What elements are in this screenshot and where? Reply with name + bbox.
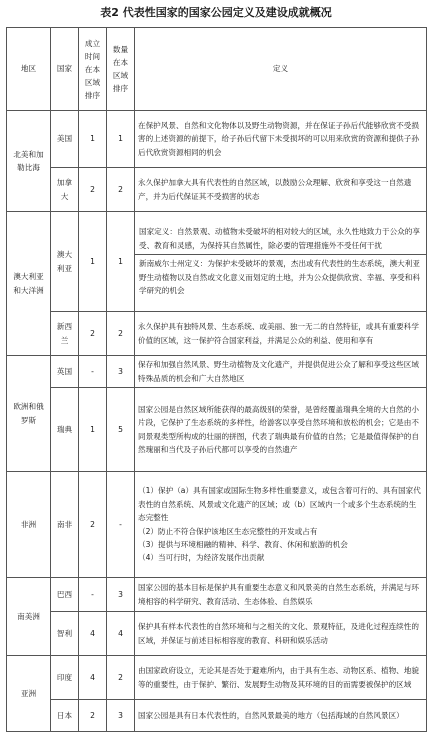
established-rank-cell: 2: [79, 168, 107, 212]
definition-line: （2）防止不符合保护该地区生态完整性的开发或占有: [138, 526, 318, 536]
country-cell: 巴西: [51, 578, 79, 612]
table-title: 表2 代表性国家的国家公园定义及建设成就概况: [100, 6, 332, 19]
established-rank-cell: 1: [79, 212, 107, 312]
count-rank-cell: 1: [107, 111, 135, 168]
country-cell: 加拿大: [51, 168, 79, 212]
count-rank-cell: 4: [107, 612, 135, 656]
country-cell: 瑞典: [51, 388, 79, 472]
table-row: [7, 700, 427, 732]
region-cell: 欧洲和俄罗斯: [7, 356, 51, 472]
definition-cell: 保存和加强自然风景、野生动植物及文化遗产，并提供促进公众了解和享受这些区域特殊品质的机会和广大自然地区: [135, 356, 427, 388]
established-rank-cell: 1: [79, 111, 107, 168]
region-cell: 北美和加勒比海: [7, 111, 51, 212]
national-definition: 国家定义：自然景观、动植物未受破坏的相对较大的区域，永久性地致力于公众的享受、教育和灵感，为保持其自然属性，除必要的管理措施外不受任何干扰: [135, 223, 426, 255]
table-row: [7, 656, 427, 700]
country-cell: 澳大利亚: [51, 212, 79, 312]
table-row: [7, 356, 427, 388]
table-row: [7, 612, 427, 656]
header-established-rank: 成立时间在本区域排序: [79, 28, 107, 111]
region-cell: 亚洲: [7, 656, 51, 732]
definition-line: （4）当可行时，为经济发展作出贡献: [138, 553, 265, 563]
header-country: 国家: [51, 28, 79, 111]
definition-cell: 国家公园是自然区域所能获得的最高级别的荣誉，是曾经覆盖瑞典全境的大自然的小片段，它保护了生态系统的多样性，给游客以享受自然环境和放松的机会；它是由不同景观类型所构成的壮丽的拼图，代表了瑞典最有价值的自然；它是最值得保护的自然瑰丽和当代及子孙后代都可以享受的自然遗产: [135, 388, 427, 472]
country-cell: 南非: [51, 472, 79, 578]
count-rank-cell: -: [107, 472, 135, 578]
country-cell: 英国: [51, 356, 79, 388]
country-cell: 印度: [51, 656, 79, 700]
count-rank-cell: 5: [107, 388, 135, 472]
header-definition: 定义: [135, 28, 427, 111]
established-rank-cell: 4: [79, 656, 107, 700]
country-cell: 新西兰: [51, 312, 79, 356]
table-row: [7, 578, 427, 612]
established-rank-cell: -: [79, 356, 107, 388]
count-rank-cell: 2: [107, 656, 135, 700]
table-row: [7, 312, 427, 356]
count-rank-cell: 3: [107, 578, 135, 612]
country-cell: 日本: [51, 700, 79, 732]
definition-cell: 永久保护具有独特风景、生态系统、或美丽、独一无二的自然特征，或具有重要科学价值的区域，这一保护符合国家利益，并满足公众的利益、使用和享有: [135, 312, 427, 356]
definition-cell: 永久保护加拿大具有代表性的自然区域，以鼓励公众理解、欣赏和享受这一自然遗产，并为后代保证其不受损害的状态: [135, 168, 427, 212]
established-rank-cell: 1: [79, 388, 107, 472]
table-row: [7, 388, 427, 472]
national-park-table: [6, 27, 427, 732]
header-row: [7, 28, 427, 111]
definition-cell: 在保护风景、自然和文化物体以及野生动物资源，并在保证子孙后代能够欣赏不受损害的上述资源的前提下，给子孙后代留下未受损坏的可以用来欣赏的资源和提供子孙后代欣赏资源相同的机会: [135, 111, 427, 168]
count-rank-cell: 2: [107, 312, 135, 356]
count-rank-cell: 2: [107, 168, 135, 212]
country-cell: 美国: [51, 111, 79, 168]
country-cell: 智利: [51, 612, 79, 656]
definition-cell: [135, 472, 427, 578]
table-row: [7, 472, 427, 578]
established-rank-cell: 2: [79, 700, 107, 732]
header-region: 地区: [7, 28, 51, 111]
region-cell: 南美洲: [7, 578, 51, 656]
count-rank-cell: 3: [107, 356, 135, 388]
table-row: [7, 168, 427, 212]
region-cell: 非洲: [7, 472, 51, 578]
count-rank-cell: 3: [107, 700, 135, 732]
established-rank-cell: 2: [79, 312, 107, 356]
header-count-rank: 数量在本区域排序: [107, 28, 135, 111]
definition-line: （3）提供与环境相融的精神、科学、教育、休闲和旅游的机会: [138, 539, 348, 549]
established-rank-cell: 2: [79, 472, 107, 578]
table-row: [7, 111, 427, 168]
established-rank-cell: -: [79, 578, 107, 612]
definition-cell: 保护具有样本代表性的自然环境和与之相关的文化、景观特征，及进化过程连续性的区域，并保证与前述目标相容度的教育、科研和娱乐活动: [135, 612, 427, 656]
definition-cell: 国家公园的基本目标是保护具有重要生态意义和风景美的自然生态系统，并满足与环境相容的科学研究、教育活动、生态体验、自然娱乐: [135, 578, 427, 612]
definition-cell: 由国家政府设立，无论其是否处于避难所内，由于具有生态、动物区系、植物、地貌等的重要性，由于保护、繁衍、发展野生动物及其环境的目的而需要被保护的区域: [135, 656, 427, 700]
definition-cell: [135, 212, 427, 312]
definition-line: （1）保护（a）具有国家或国际生物多样性重要意义，或包含着可行的、具有国家代表性的自然系统、风景或文化遗产的区域；或（b）区域内一个或多个生态系统的生态完整性: [138, 486, 421, 523]
table-row: [7, 212, 427, 312]
established-rank-cell: 4: [79, 612, 107, 656]
region-cell: 澳大利亚和大洋洲: [7, 212, 51, 356]
definition-cell: 国家公园是具有日本代表性的，自然风景最美的地方（包括海域的自然风景区）: [135, 700, 427, 732]
nsw-definition: 新南威尔士州定义：为保护未受破坏的景观，杰出或有代表性的生态系统，澳大利亚野生动植物以及自然或文化意义而划定的土地，并为公众提供欣赏、幸福、享受和科学研究的机会: [139, 259, 420, 296]
count-rank-cell: 1: [107, 212, 135, 312]
